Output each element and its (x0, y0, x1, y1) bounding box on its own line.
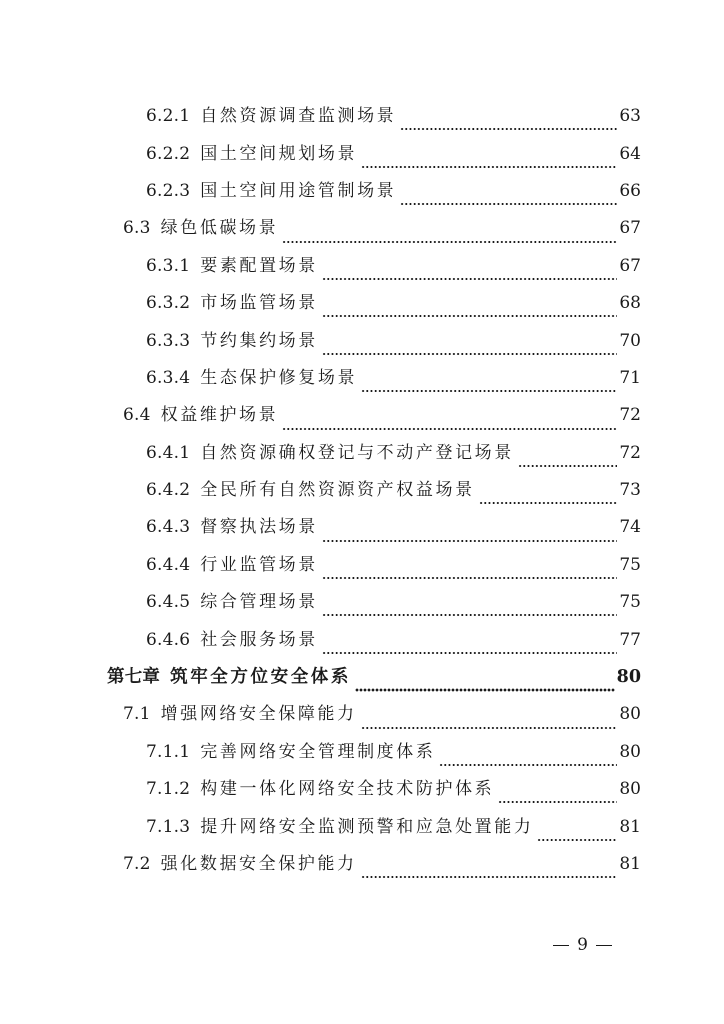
toc-entry-title: 自然资源确权登记与不动产登记场景 (200, 442, 514, 463)
toc-entry-title: 国土空间用途管制场景 (200, 180, 397, 201)
toc-entry[interactable] (0, 360, 724, 397)
toc-entry-number: 7.1 (123, 704, 151, 725)
toc-entry-title: 增强网络安全保障能力 (160, 704, 357, 725)
toc-entry-number: 6.3.3 (146, 330, 191, 351)
toc-entry-page: 66 (619, 180, 641, 201)
toc-entry-title: 要素配置场景 (200, 255, 318, 276)
toc-entry[interactable] (0, 135, 724, 172)
toc-entry-title: 自然资源调查监测场景 (200, 106, 397, 127)
toc-entry-title: 综合管理场景 (200, 592, 318, 613)
toc-entry-page: 74 (619, 517, 641, 538)
toc-entry[interactable] (0, 435, 724, 472)
toc-entry[interactable] (0, 210, 724, 247)
toc-leader-dots (322, 528, 617, 545)
toc-entry-title: 督察执法场景 (200, 517, 318, 538)
toc-leader-dots (322, 303, 617, 320)
toc-leader-dots (400, 116, 617, 133)
toc-entry[interactable] (0, 734, 724, 771)
toc-entry-number: 6.4.2 (146, 480, 191, 501)
toc-entry-page: 75 (619, 554, 641, 575)
toc-entry-title: 提升网络安全监测预警和应急处置能力 (200, 816, 534, 837)
toc-entry-title: 构建一体化网络安全技术防护体系 (200, 779, 495, 800)
toc-entry-number: 6.2.2 (146, 143, 191, 164)
toc-entry-title: 生态保护修复场景 (200, 367, 358, 388)
toc-entry-title: 权益维护场景 (160, 405, 279, 426)
toc-entry-page: 80 (619, 779, 641, 800)
toc-entry[interactable] (0, 771, 724, 808)
toc-leader-dots (361, 154, 617, 171)
toc-leader-dots (537, 827, 617, 844)
toc-leader-dots (361, 864, 618, 881)
toc-leader-dots (282, 416, 617, 433)
toc-leader-dots (498, 789, 617, 806)
toc-leader-dots (355, 677, 615, 695)
toc-entry-title: 强化数据安全保护能力 (160, 854, 357, 874)
toc-entry[interactable] (0, 472, 724, 509)
toc-leader-dots (400, 191, 617, 208)
toc-entry-title: 行业监管场景 (200, 554, 318, 575)
toc-entry-page: 68 (619, 293, 641, 314)
table-of-contents (0, 98, 724, 883)
footer-dash-right (596, 945, 612, 946)
toc-entry-page: 71 (619, 367, 641, 388)
toc-entry[interactable] (0, 322, 724, 359)
toc-entry-number: 6.4 (123, 405, 151, 426)
toc-entry-page: 63 (619, 106, 641, 127)
page-footer (0, 935, 724, 955)
toc-entry-number: 6.3.2 (146, 293, 191, 314)
toc-entry-page: 67 (619, 218, 641, 239)
toc-entry-number: 7.2 (123, 854, 151, 874)
toc-entry[interactable] (0, 584, 724, 621)
toc-entry-title: 筑牢全方位安全体系 (170, 666, 352, 687)
toc-leader-dots (322, 640, 617, 657)
toc-entry-title: 全民所有自然资源资产权益场景 (200, 480, 475, 501)
toc-entry-page: 72 (619, 405, 641, 426)
toc-entry-number: 6.4.6 (146, 629, 191, 650)
toc-entry-page: 80 (619, 704, 641, 725)
toc-entry-title: 绿色低碳场景 (160, 218, 279, 239)
toc-entry-page: 80 (619, 741, 641, 762)
toc-entry[interactable] (0, 248, 724, 285)
toc-entry-number: 6.3.1 (146, 255, 191, 276)
toc-entry-title: 国土空间规划场景 (200, 143, 358, 164)
toc-entry-number: 6.2.1 (146, 106, 191, 127)
toc-entry[interactable] (0, 808, 724, 845)
toc-entry-title: 市场监管场景 (200, 293, 318, 314)
toc-leader-dots (479, 490, 618, 507)
toc-entry[interactable] (0, 509, 724, 546)
toc-entry-number: 6.4.5 (146, 592, 191, 613)
toc-leader-dots (282, 229, 617, 246)
footer-dash-left (553, 945, 569, 946)
toc-entry-page: 67 (619, 255, 641, 276)
toc-entry-number: 7.1.2 (146, 779, 191, 800)
toc-entry-number: 6.4.3 (146, 517, 191, 538)
toc-entry-page: 77 (619, 629, 641, 650)
toc-leader-dots (518, 453, 617, 470)
toc-entry-page: 72 (619, 442, 641, 463)
toc-entry[interactable] (0, 621, 724, 658)
toc-leader-dots (322, 602, 617, 619)
toc-entry-number: 6.3.4 (146, 367, 191, 388)
toc-entry-page: 80 (616, 666, 641, 687)
toc-entry-number: 6.2.3 (146, 180, 191, 201)
toc-entry-title: 社会服务场景 (200, 629, 318, 650)
toc-entry-title: 完善网络安全管理制度体系 (200, 741, 436, 762)
toc-leader-dots (322, 341, 617, 358)
toc-entry[interactable] (0, 547, 724, 584)
toc-leader-dots (361, 715, 618, 732)
toc-entry-number: 6.3 (123, 218, 151, 239)
toc-entry-title: 节约集约场景 (200, 330, 318, 351)
toc-entry-number: 7.1.3 (146, 816, 191, 837)
toc-entry-number: 7.1.1 (146, 741, 191, 762)
toc-leader-dots (361, 378, 617, 395)
toc-entry-page: 64 (619, 143, 641, 164)
toc-entry-number: 6.4.1 (146, 442, 191, 463)
toc-entry-page: 73 (619, 480, 641, 501)
page-number: 9 (577, 935, 588, 955)
toc-entry-number: 6.4.4 (146, 554, 191, 575)
toc-entry-page: 81 (619, 854, 641, 874)
toc-entry-number: 第七章 (107, 666, 161, 687)
toc-leader-dots (439, 752, 617, 769)
toc-entry[interactable] (0, 173, 724, 210)
toc-entry[interactable] (0, 397, 724, 434)
toc-entry[interactable] (0, 696, 724, 733)
toc-leader-dots (322, 266, 617, 283)
toc-entry[interactable] (0, 98, 724, 135)
toc-entry-page: 70 (619, 330, 641, 351)
toc-entry[interactable] (0, 846, 724, 883)
toc-entry[interactable] (0, 285, 724, 322)
toc-entry-page: 81 (619, 816, 641, 837)
toc-leader-dots (322, 565, 617, 582)
toc-entry-page: 75 (619, 592, 641, 613)
toc-entry[interactable] (0, 659, 724, 696)
